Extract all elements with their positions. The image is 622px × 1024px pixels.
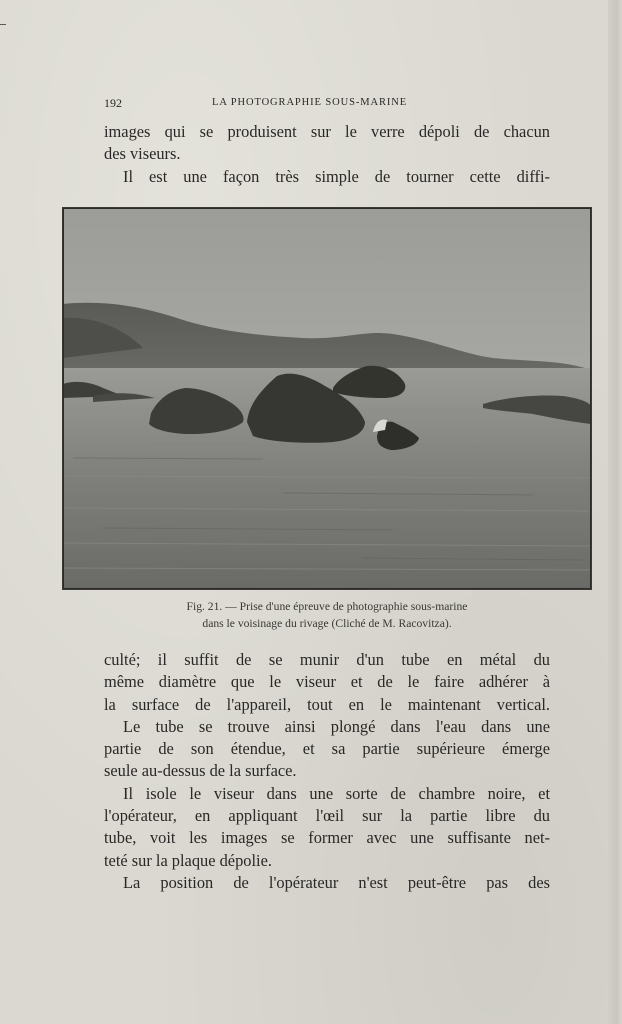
text-line: images qui se produisent sur le verre dépoli de chacun [104, 122, 550, 141]
text-line: l'opérateur, en appliquant l'œil sur la partie libre du [104, 806, 550, 826]
text-line: Il isole le viseur dans une sorte de chambre noire, et [123, 783, 550, 803]
text-line: Le tube se trouve ainsi plongé dans l'eau dans une [123, 716, 550, 736]
text-line: seule au-dessus de la surface. [104, 761, 297, 781]
caption-line: dans le voisinage du rivage (Cliché de M. Racovitza). [202, 617, 452, 630]
text-line: La position de l'opérateur n'est peut-être pas des [123, 872, 550, 892]
text-line: même diamètre que le viseur et de le faire adhérer à [104, 672, 550, 692]
body-text-bottom [104, 649, 550, 894]
text-line: partie de son étendue, et sa partie supérieure émerge [104, 739, 550, 759]
text-line: tube, voit les images se former avec une suffisante net- [104, 828, 550, 848]
text-line: la surface de l'appareil, tout en le maintenant vertical. [104, 694, 550, 714]
running-header [104, 96, 550, 112]
caption-line: Fig. 21. — Prise d'une épreuve de photographie sous-marine [186, 600, 468, 613]
text-line: Il est une façon très simple de tourner cette diffi- [123, 166, 550, 186]
text-line: teté sur la plaque dépolie. [104, 850, 272, 870]
running-title: LA PHOTOGRAPHIE SOUS-MARINE [212, 97, 408, 108]
body-text-top [104, 121, 550, 188]
text-line: culté; il suffit de se munir d'un tube en métal du [104, 650, 550, 669]
seascape-photo [63, 208, 591, 589]
scan-edge-mark [0, 24, 6, 25]
figure-caption [104, 598, 550, 632]
page-number: 192 [104, 96, 122, 110]
text-line: des viseurs. [104, 144, 181, 164]
figure-photograph [62, 207, 592, 590]
page-gutter-shadow [608, 0, 622, 1024]
